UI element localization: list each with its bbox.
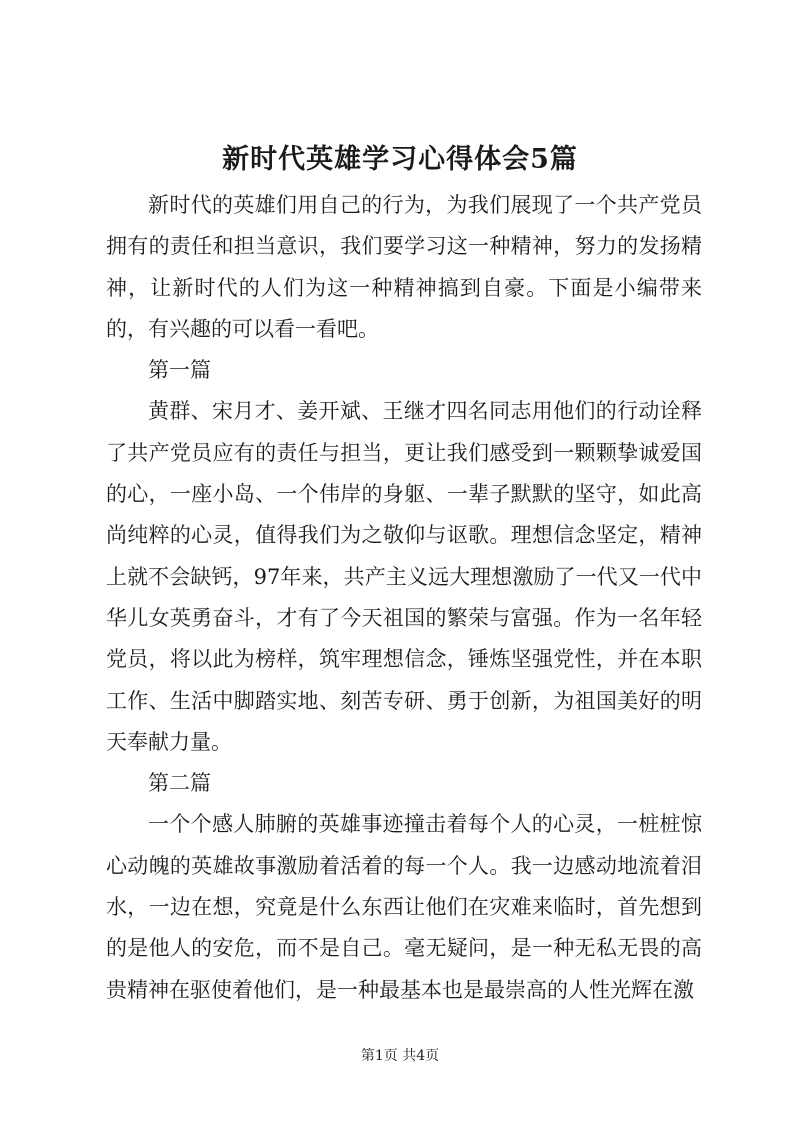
section-1-paragraph: 黄群、宋月才、姜开斌、王继才四名同志用他们的行动诠释了共产党员应有的责任与担当，更让我们感受到一颗颗挚诚爱国的心，一座小岛、一个伟岸的身躯、一辈子默默的坚守，如此高尚纯粹的心灵，值得我们为之敬仰与讴歌。理想信念坚定，精神上就不会缺钙，97年来，共产主义远大理想激励了一代又一代中华儿女英勇奋斗，才有了今天祖国的繁荣与富强。作为一名年轻党员，将以此为榜样，筑牢理想信念，锤炼坚强党性，并在本职工作、生活中脚踏实地、刻苦专研、勇于创新，为祖国美好的明天奉献力量。	[106, 399, 702, 754]
document-body	[106, 185, 702, 1011]
document-title: 新时代英雄学习心得体会5篇	[222, 144, 578, 175]
intro-paragraph: 新时代的英雄们用自己的行为，为我们展现了一个共产党员拥有的责任和担当意识，我们要学习这一种精神，努力的发扬精神，让新时代的人们为这一种精神搞到自豪。下面是小编带来的，有兴趣的可以看一看吧。	[106, 193, 702, 341]
section-2-paragraph: 一个个感人肺腑的英雄事迹撞击着每个人的心灵，一桩桩惊心动魄的英雄故事激励着活着的每一个人。我一边感动地流着泪水，一边在想，究竟是什么东西让他们在灾难来临时，首先想到的是他人的安危，而不是自己。毫无疑问，是一种无私无畏的高贵精神在驱使着他们，是一种最基本也是最崇高的人性光辉在激	[106, 812, 702, 1002]
page-footer: 第1页 共4页	[360, 1048, 440, 1064]
section-heading-2: 第二篇	[148, 771, 211, 796]
section-heading-1: 第一篇	[148, 358, 211, 383]
